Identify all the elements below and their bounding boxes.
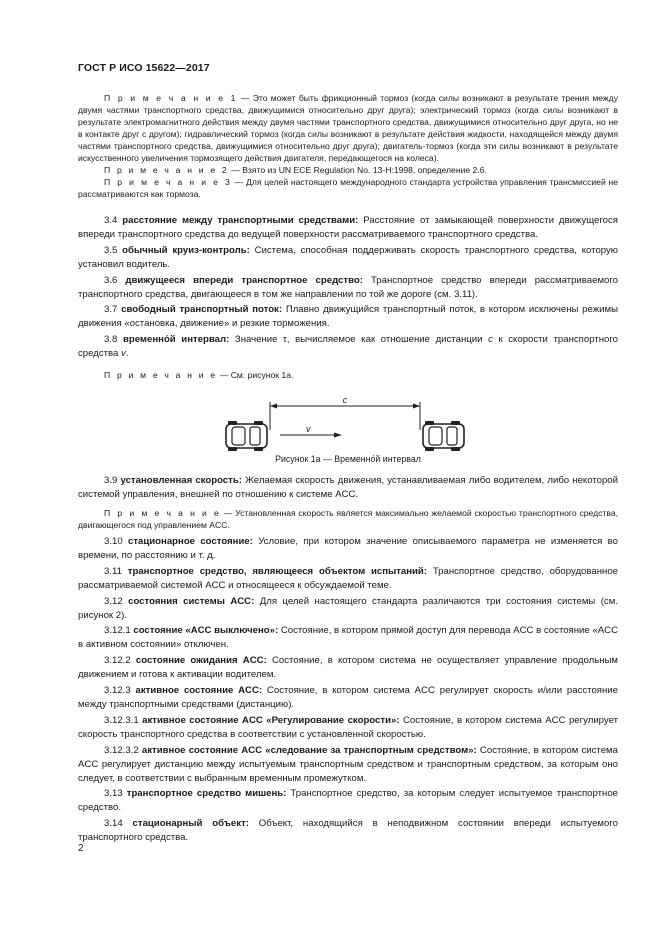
- distance-label-c: c: [342, 395, 348, 405]
- definition-number: 3.12.3: [104, 685, 131, 697]
- velocity-label-v: v: [306, 424, 311, 434]
- definition-term: активное состояние ACC:: [135, 685, 263, 697]
- variable-v: v: [121, 348, 126, 360]
- definitions-block-b: [78, 535, 618, 845]
- definition-number: 3.11: [104, 565, 122, 577]
- definition-term: активное состояние ACC «Регулирование скорости»:: [142, 714, 400, 726]
- definition-text: Желаемая скорость движения, устанавливаемая либо водителем, либо некоторой системой управления, внешней по отношению к системе ACC.: [78, 475, 618, 500]
- note-text: — Установленная скорость является максимально желаемой скоростью транспортного средства, двигающегося под управлением ACC.: [78, 508, 618, 530]
- note-3: [78, 176, 618, 200]
- note-label: П р и м е ч а н и е 2: [104, 165, 229, 175]
- definition-number: 3.10: [104, 536, 123, 547]
- definition-3-13: [78, 787, 618, 815]
- definition-3-12: [78, 595, 618, 623]
- definition-3-8: [78, 333, 618, 361]
- variable-c: c: [488, 334, 493, 346]
- definition-3-12-1: [78, 624, 618, 652]
- dimension-arrow-left: [270, 404, 277, 409]
- definition-3-5: [78, 244, 618, 272]
- definition-number: 3.6: [104, 274, 118, 286]
- definition-term: состояние ожидания ACC:: [135, 655, 267, 667]
- definition-number: 3.13: [104, 788, 123, 800]
- definition-text: Состояние, в котором система не осуществляет управление продольным движением и готова к активации водителем.: [78, 655, 619, 681]
- definition-3-11: [78, 565, 618, 593]
- definition-term: свободный транспортный поток:: [121, 304, 283, 316]
- definition-term: временно́й интервал:: [122, 334, 230, 346]
- definition-3-9-block: [78, 474, 618, 502]
- velocity-arrowhead: [334, 433, 342, 438]
- figure-note: [78, 369, 618, 381]
- definition-text: Расстояние от замыкающей поверхности движущегося впереди транспортного средства до ведущей поверхности рассматриваемого транспортного средства.: [78, 215, 618, 240]
- definition-term: расстояние между транспортными средствами:: [122, 215, 359, 226]
- definition-text: Состояние, в котором прямой доступ для перевода ACC в состояние «ACC в активном состоянии» отключен.: [78, 625, 619, 651]
- note-text: — Взято из UN ECE Regulation No. 13-H:1998, определение 2.6.: [228, 165, 487, 175]
- definition-number: 3.7: [104, 304, 118, 316]
- definition-number: 3.12.2: [104, 655, 131, 667]
- definition-number: 3.12.3.2: [104, 744, 139, 756]
- definition-3-12-2: [78, 654, 618, 682]
- definition-term: состояние «ACC выключено»:: [133, 625, 279, 637]
- definition-3-9: [78, 474, 618, 502]
- definition-3-14: [78, 817, 618, 845]
- definition-text: Для целей настоящего стандарта различаются три состояния системы (см. рисунок 2).: [78, 595, 618, 621]
- note-label: П р и м е ч а н и е 1: [104, 93, 238, 103]
- note-3-9-block: [78, 507, 618, 531]
- definition-3-10: [78, 535, 618, 563]
- definition-text: Значение τ, вычисляемое как отношение дистанции: [229, 334, 489, 346]
- definition-term: транспортное средство, являющееся объектом испытаний:: [127, 565, 428, 577]
- time-gap-figure: [220, 392, 470, 452]
- definition-term: активное состояние ACC «следование за транспортным средством»:: [141, 744, 477, 756]
- definition-term: стационарный объект:: [132, 818, 249, 830]
- note-2: [78, 164, 618, 176]
- note-3-9: [78, 507, 618, 531]
- definition-text: Плавно движущийся транспортный поток, в котором исключены режимы движения «остановка, движение» и резкие торможения.: [78, 304, 619, 330]
- definition-term: состояния системы ACC:: [128, 595, 255, 607]
- definition-3-4: [78, 214, 618, 242]
- definition-text: Состояние, в котором система ACC регулирует скорость и/или расстояние между транспортными средствами (дистанцию).: [78, 685, 618, 710]
- definition-3-6: [78, 274, 618, 302]
- definition-number: 3.12: [104, 595, 123, 607]
- definition-3-12-3-1: [78, 714, 618, 742]
- document-header: ГОСТ Р ИСО 15622—2017: [78, 62, 210, 74]
- definition-term: движущееся впереди транспортное средство:: [125, 274, 363, 286]
- note-text: — Для целей настоящего международного стандарта устройства управления трансмиссией не рассматриваются как тормоза.: [78, 177, 618, 199]
- definition-number: 3.5: [104, 244, 118, 256]
- subject-vehicle-icon: [226, 421, 267, 451]
- definition-text: Транспортное средство впереди рассматриваемого транспортного средства, двигающееся в том же направлении по той же дороге (см. 3.11).: [78, 274, 618, 300]
- figure-caption: Рисунок 1а — Временно́й интервал: [275, 454, 421, 464]
- definition-text: .: [125, 348, 129, 360]
- note-text: — См. рисунок 1а.: [217, 370, 294, 380]
- definition-3-7: [78, 303, 618, 331]
- note-label: П р и м е ч а н и е: [104, 508, 222, 518]
- definition-number: 3.12.3.1: [104, 714, 139, 726]
- definition-text: Состояние, в котором система ACC регулирует дистанцию между испытуемым транспортным средством и транспортным средством, за которым оно следует, в соответствии с выбранным временным промежутком.: [78, 744, 618, 784]
- definition-number: 3.14: [104, 818, 123, 830]
- definitions-block-a: [78, 214, 618, 361]
- definition-term: обычный круиз-контроль:: [122, 244, 250, 256]
- definition-number: 3.8: [104, 334, 118, 346]
- definition-term: стационарное состояние:: [128, 536, 253, 547]
- note-text: — Это может быть фрикционный тормоз (когда силы возникают в результате трения между двумя частями транспортного средства, движущимися относительно друг друга); электрический тормоз (когда силы возникают в результате электромагнитного действия между двумя частями транспортного средства, движущимися относительно друг друга, но не в контакте друг с другом); гидравлический тормоз (когда силы возникают в результате действия жидкости, находящейся между двумя частями транспортного средства, движущимися относительно друг друга); двигатель-тормоз (когда эти силы возникают в результате искусственного увеличения тормозящего действия двигателя, передающегося на колеса).: [78, 93, 618, 163]
- dimension-arrow-right: [413, 404, 420, 409]
- definition-number: 3.12.1: [104, 625, 131, 637]
- page-number: 2: [78, 843, 84, 854]
- top-notes: [78, 92, 618, 200]
- note-1: [78, 92, 618, 164]
- forward-vehicle-icon: [423, 421, 464, 451]
- definition-text: Объект, находящийся в неподвижном состоянии впереди испытуемого транспортного средства.: [78, 818, 618, 844]
- definition-text: к скорости транспортного средства: [78, 334, 618, 360]
- definition-number: 3.4: [104, 215, 118, 226]
- definition-3-12-3-2: [78, 744, 618, 786]
- definition-text: Состояние, в котором система ACC регулирует скорость транспортного средства в соответствии с установленной скоростью.: [78, 714, 619, 740]
- definition-3-12-3: [78, 684, 618, 712]
- definition-number: 3.9: [104, 475, 118, 486]
- definition-term: установленная скорость:: [120, 475, 242, 486]
- definition-text: Транспортное средство, за которым следует испытуемое транспортное средство.: [78, 788, 618, 814]
- definition-text: Транспортное средство, оборудованное рассматриваемой системой ACC и относящееся к обсуждаемой теме.: [78, 565, 618, 591]
- note-label: П р и м е ч а н и е 3: [104, 177, 233, 187]
- definition-term: транспортное средство мишень:: [126, 788, 287, 800]
- definition-text: Условие, при котором значение описываемого параметра не изменяется во времени, по расстоянию и т. д.: [78, 536, 618, 561]
- note-label: П р и м е ч а н и е: [104, 370, 218, 380]
- definition-text: Система, способная поддерживать скорость транспортного средства, которую установил водитель.: [78, 244, 619, 270]
